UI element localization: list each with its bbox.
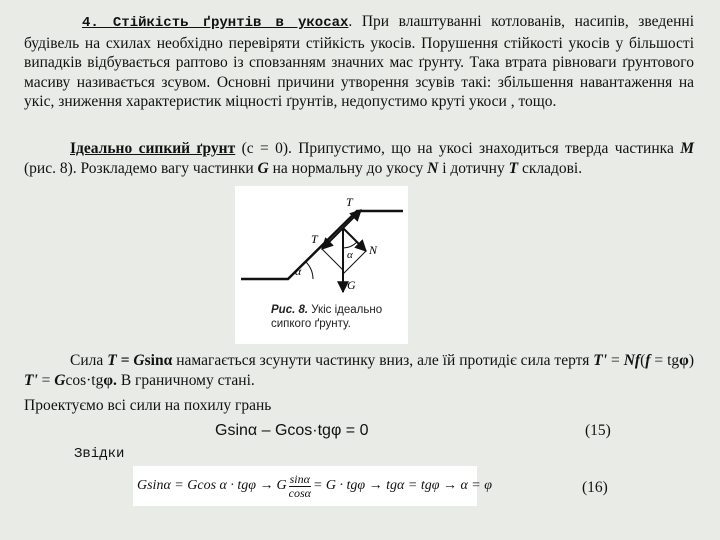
formula16-part2: = G · tgφ → tgα = tgφ → α = φ — [312, 478, 492, 493]
formula16-part1: Gsinα = Gcos α · tgφ → — [137, 478, 274, 493]
friction-vector-t-up — [343, 210, 361, 228]
formula-16 — [133, 466, 492, 506]
slope-angle-arc — [306, 262, 313, 279]
component-line — [322, 249, 343, 270]
formula16-fraction — [289, 473, 311, 500]
caption-text: Укіс ідеально сипкого ґрунту. — [271, 304, 383, 330]
formula-15: Gsinα – Gcos·tgφ = 0 — [215, 422, 369, 439]
paragraph-ideal-granular-soil: Ідеально сипкий ґрунт (c = 0). Припустимо, що на укосі знаходиться тверда частинка M (рис. 8). Розкладемо вагу частинки G на нормальну до укосу N і дотичну T складові. — [24, 140, 694, 177]
tangent-vector-t-down — [322, 228, 343, 249]
g-angle-arc — [343, 242, 357, 248]
figure-slope-diagram — [235, 186, 408, 344]
label-n: N — [369, 243, 378, 257]
label-t-left: T — [311, 232, 318, 246]
fraction-numerator: sinα — [289, 471, 310, 486]
section-heading: 4. Стійкість ґрунтів в укосах — [82, 15, 349, 31]
equation-number-15: (15) — [585, 422, 611, 439]
fraction-denominator: cosα — [288, 485, 311, 500]
paragraph-slope-stability — [24, 12, 694, 112]
caption-label: Рис. 8. — [271, 304, 309, 316]
figure-caption — [271, 303, 403, 331]
hence-label: Звідки — [74, 446, 125, 462]
slope-ground-line — [241, 211, 403, 279]
projection-text: Проектуємо всі сили на похилу грань — [24, 397, 272, 414]
paragraph1-text: . При влаштуванні котлованів, насипів, зведенні будівель на схилах необхідно перевіряти стійкість укосів. Порушення стійкості укосів у більшості випадків відбувається раптово із сповзанням значних мас ґрунту. Така втрата рівноваги ґрунтового масиву називається зсувом. Основні причини утворення зсувів такі: збільшення навантаження на укіс, зниження характеристик міцності ґрунтів, недопустимо круті укоси , тощо. — [24, 13, 694, 110]
label-t-upper: T — [346, 195, 353, 209]
label-g: G — [347, 278, 356, 292]
paragraph-friction-force: Сила T = Gsinα намагається зсунути частинку вниз, але їй протидіє сила тертя T' = Nf(f = tgφ) T' = Gcos·tgφ. В граничному стані. — [24, 352, 695, 389]
label-alpha-force: α — [347, 249, 353, 261]
term-ideal-granular-soil: Ідеально сипкий ґрунт — [70, 140, 236, 157]
label-alpha-slope: α — [295, 264, 302, 278]
formula16-g: G — [276, 478, 287, 493]
equation-number-16: (16) — [582, 479, 608, 496]
